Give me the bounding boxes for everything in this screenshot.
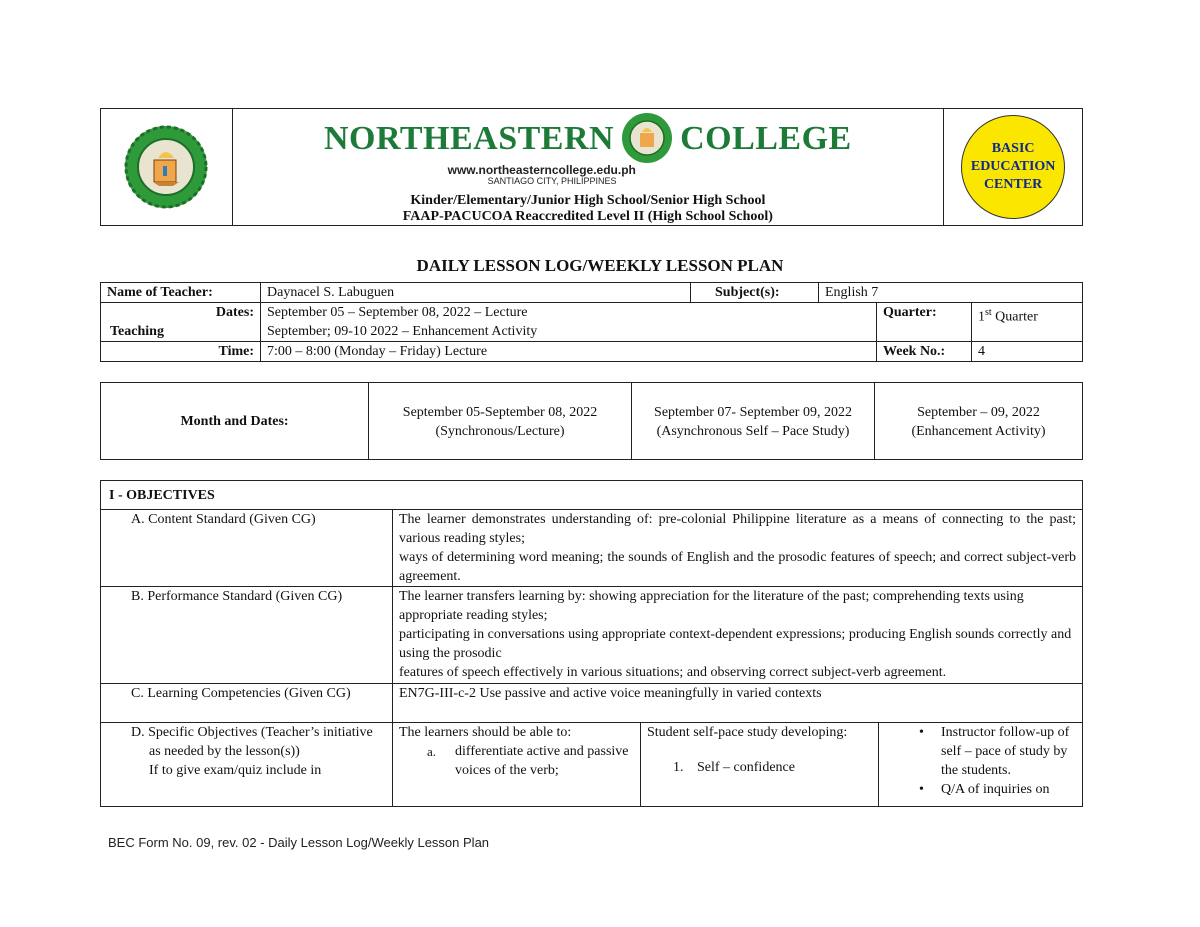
page-title: DAILY LESSON LOG/WEEKLY LESSON PLAN xyxy=(416,256,784,275)
school-accreditation: FAAP-PACUCOA Reaccredited Level II (High School School) xyxy=(402,209,773,224)
month-dates-col-2: September 07- September 09, 2022 (Asynchronous Self – Pace Study) xyxy=(632,383,875,460)
col-1-item-text: differentiate active and passive voices of the verb; xyxy=(455,744,629,778)
col-1-item-marker: a. xyxy=(427,744,437,759)
specific-objectives-col-3 xyxy=(879,723,1083,807)
school-logo-icon xyxy=(620,111,674,165)
content-standard-line-2: ways of determining word meaning; the sounds of English and the prosodic features of speech; and correct subject-verb agreement. xyxy=(399,550,1076,584)
badge-cell xyxy=(944,109,1083,226)
col-2-item-text: Self – confidence xyxy=(697,760,795,775)
week-value: 4 xyxy=(972,342,1083,362)
time-label: Time: xyxy=(101,342,261,362)
dates-line-2: September; 09-10 2022 – Enhancement Activity xyxy=(267,324,538,339)
badge-line-2: EDUCATION xyxy=(970,159,1056,174)
teaching-label: Teaching xyxy=(110,324,164,339)
school-header xyxy=(100,108,1083,226)
school-name-left: NORTHEASTERN xyxy=(323,119,615,157)
content-standard-text xyxy=(393,510,1083,587)
school-website: www.northeasterncollege.edu.ph xyxy=(447,163,636,177)
basic-education-badge xyxy=(961,115,1065,219)
performance-standard-text xyxy=(393,587,1083,684)
col-2-item-marker: 1. xyxy=(673,760,684,775)
badge-line-1: BASIC xyxy=(991,141,1035,156)
col-2-item xyxy=(647,758,872,777)
performance-standard-line-3: features of speech effectively in various situations; and observing correct subject-verb agreement. xyxy=(399,665,947,680)
dates-label: Dates: xyxy=(215,305,254,320)
seal-cell xyxy=(101,109,233,226)
col-3-item-2: • Q/A of inquiries on xyxy=(941,780,1076,799)
form-footer: BEC Form No. 09, rev. 02 - Daily Lesson Log/Weekly Lesson Plan xyxy=(108,835,490,850)
teacher-value: Daynacel S. Labuguen xyxy=(261,283,691,303)
col-1-intro: The learners should be able to: xyxy=(399,725,572,740)
objectives-table xyxy=(100,480,1083,807)
performance-standard-label: B. Performance Standard (Given CG) xyxy=(101,587,393,684)
month-dates-col-1: September 05-September 08, 2022 (Synchronous/Lecture) xyxy=(369,383,632,460)
learning-competencies-label: C. Learning Competencies (Given CG) xyxy=(101,684,393,723)
dates-label-cell xyxy=(101,303,261,342)
specific-objectives-title: D. Specific Objectives (Teacher’s initiative as needed by the lesson(s)) xyxy=(131,725,373,759)
objectives-heading: I - OBJECTIVES xyxy=(101,481,1083,510)
content-standard-label: A. Content Standard (Given CG) xyxy=(101,510,393,587)
school-seal-icon xyxy=(123,124,209,210)
school-banner xyxy=(232,109,944,226)
subject-value: English 7 xyxy=(819,283,1083,303)
quarter-value: 1st Quarter xyxy=(972,303,1083,342)
specific-objectives-note: If to give exam/quiz include in xyxy=(149,763,322,778)
teacher-info-table xyxy=(100,282,1083,362)
school-name-right: COLLEGE xyxy=(680,119,852,157)
quarter-label: Quarter: xyxy=(877,303,972,342)
subject-label: Subject(s): xyxy=(691,283,819,303)
badge-line-3: CENTER xyxy=(983,177,1043,192)
specific-objectives-label xyxy=(101,723,393,807)
dates-value xyxy=(261,303,877,342)
dates-line-1: September 05 – September 08, 2022 – Lecture xyxy=(267,305,528,320)
content-standard-line-1: The learner demonstrates understanding of: pre-colonial Philippine literature as a means of connecting to the past; various reading styles; xyxy=(399,512,1076,546)
school-levels: Kinder/Elementary/Junior High School/Senior High School xyxy=(410,193,766,208)
school-location: SANTIAGO CITY, PHILIPPINES xyxy=(487,176,617,186)
month-dates-col-3: September – 09, 2022 (Enhancement Activity) xyxy=(875,383,1083,460)
performance-standard-line-1: The learner transfers learning by: showing appreciation for the literature of the past; comprehending texts using appropriate reading styles; xyxy=(399,589,1024,623)
teacher-label: Name of Teacher: xyxy=(101,283,261,303)
learning-competencies-text: EN7G-III-c-2 Use passive and active voice meaningfully in varied contexts xyxy=(393,684,1083,723)
col-2-intro: Student self-pace study developing: xyxy=(647,725,848,740)
col-1-item xyxy=(399,742,634,780)
specific-objectives-col-2 xyxy=(641,723,879,807)
month-dates-table xyxy=(100,382,1083,460)
specific-objectives-col-1 xyxy=(393,723,641,807)
performance-standard-line-2: participating in conversations using appropriate context-dependent expressions; producing English sounds correctly and using the prosodic xyxy=(399,627,1072,661)
week-label: Week No.: xyxy=(877,342,972,362)
month-dates-label: Month and Dates: xyxy=(101,383,369,460)
col-3-item-1: • Instructor follow-up of self – pace of study by the students. xyxy=(941,723,1076,780)
time-value: 7:00 – 8:00 (Monday – Friday) Lecture xyxy=(261,342,877,362)
